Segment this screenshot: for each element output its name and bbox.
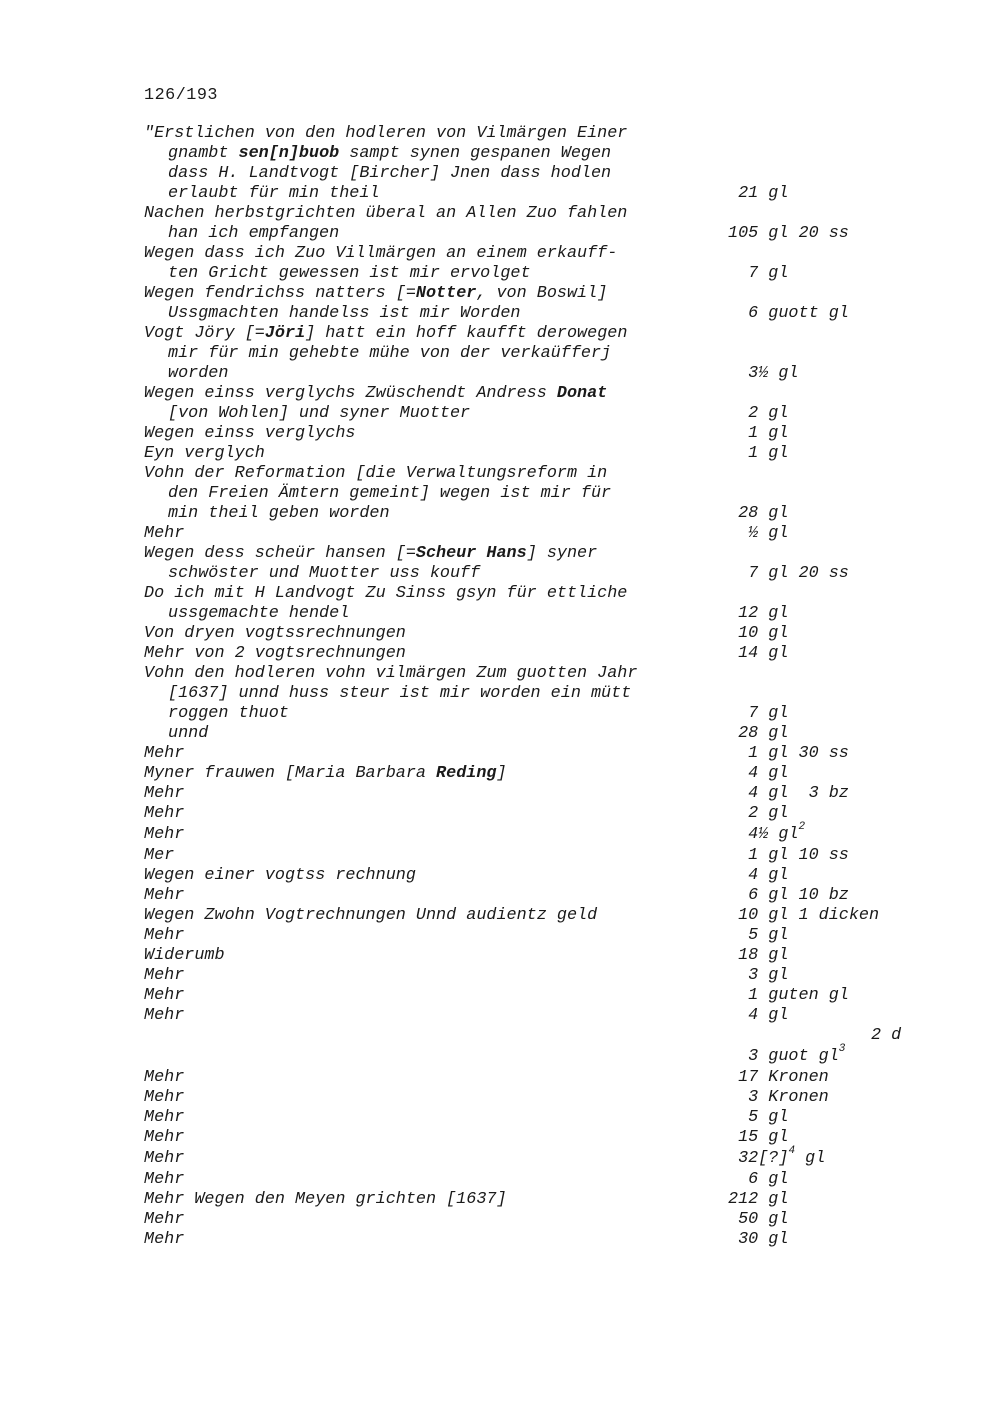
entry-description: Mehr — [144, 524, 185, 543]
ledger-line — [144, 1088, 944, 1108]
ledger-line — [144, 1210, 944, 1230]
description-text: gnambt — [168, 144, 239, 163]
description-text: Wegen fendrichss natters [= — [144, 284, 416, 303]
entry-amount — [728, 926, 958, 946]
amount-value: 3 Kronen — [728, 1088, 829, 1107]
amount-value: 7 gl 20 ss — [728, 564, 849, 583]
amount-value: 4 gl — [728, 866, 789, 885]
entry-amount — [728, 604, 958, 624]
entry-description: Do ich mit H Landvogt Zu Sinss gsyn für ettliche — [144, 584, 628, 603]
entry-description: Von dryen vogtssrechnungen — [144, 624, 406, 643]
entry-description: roggen thuot — [168, 704, 289, 723]
amount-value: 15 gl — [728, 1128, 789, 1147]
entry-description: Wegen Zwohn Vogtrechnungen Unnd audientz geld — [144, 906, 598, 925]
entry-description: Mehr — [144, 1170, 185, 1189]
ledger-line — [144, 424, 944, 444]
entry-description: Vohn den hodleren vohn vilmärgen Zum guotten Jahr — [144, 664, 638, 683]
entry-description: Mehr — [144, 886, 185, 905]
ledger-line — [144, 244, 944, 264]
ledger-line — [144, 684, 944, 704]
ledger-line — [144, 564, 944, 584]
entry-description: Wegen einer vogtss rechnung — [144, 866, 416, 885]
ledger-line — [144, 624, 944, 644]
entry-amount — [728, 846, 958, 866]
ledger-line — [144, 886, 944, 906]
amount-value: 3 guot gl — [728, 1047, 839, 1066]
entry-description: dass H. Landtvogt [Bircher] Jnen dass hodlen — [168, 164, 612, 183]
bold-name: Scheur Hans — [415, 544, 527, 563]
amount-value: 6 gl — [728, 1170, 789, 1189]
bold-name: Notter — [415, 284, 477, 303]
entry-description: den Freien Ämtern gemeint] wegen ist mir für — [168, 484, 612, 503]
footnote-marker: 3 — [838, 1043, 846, 1056]
entry-description — [144, 384, 607, 404]
bold-name: sen[n]buob — [238, 144, 340, 163]
amount-value: 7 gl — [728, 704, 789, 723]
description-text: ] — [496, 764, 507, 783]
entry-description: min theil geben worden — [168, 504, 390, 523]
ledger-line — [144, 1043, 944, 1068]
amount-value: 5 gl — [728, 1108, 789, 1127]
amount-value: 3 gl — [728, 966, 789, 985]
ledger-line — [144, 644, 944, 664]
entry-amount — [728, 644, 958, 664]
entry-description: Vohn der Reformation [die Verwaltungsreform in — [144, 464, 608, 483]
ledger-line — [144, 804, 944, 824]
entry-description: Wegen einss verglychs — [144, 424, 356, 443]
entry-description: Mehr — [144, 784, 185, 803]
description-text: ] hatt ein hoff kaufft derowegen — [305, 324, 628, 343]
entry-description — [144, 324, 627, 344]
ledger-line — [144, 1108, 944, 1128]
entry-amount — [728, 1145, 958, 1170]
amount-value: 1 gl 10 ss — [728, 846, 849, 865]
ledger-line — [144, 444, 944, 464]
amount-value: 5 gl — [728, 926, 789, 945]
entry-description: worden — [168, 364, 229, 383]
ledger-line — [144, 986, 944, 1006]
amount-value: 28 gl — [728, 724, 789, 743]
entry-description — [144, 144, 611, 164]
description-text: Wegen dess scheür hansen [= — [144, 544, 416, 563]
entry-description: Nachen herbstgrichten überal an Allen Zuo fahlen — [144, 204, 628, 223]
ledger-line — [144, 384, 944, 404]
bold-name: Donat — [556, 384, 608, 403]
amount-value: 2 gl — [728, 404, 789, 423]
ledger-line — [144, 821, 944, 846]
ledger-line — [144, 1145, 944, 1170]
amount-value: 21 gl — [728, 184, 789, 203]
bold-name: Jöri — [264, 324, 306, 343]
entry-amount — [728, 1068, 958, 1088]
ledger-line — [144, 946, 944, 966]
entry-amount — [728, 1190, 958, 1210]
entry-description: [von Wohlen] und syner Muotter — [168, 404, 471, 423]
entry-description: Mehr — [144, 744, 185, 763]
entry-amount — [728, 866, 958, 886]
ledger-line — [144, 744, 944, 764]
entry-amount — [728, 304, 958, 324]
entry-amount — [728, 624, 958, 644]
entry-description: Mehr — [144, 825, 185, 844]
ledger-line — [144, 846, 944, 866]
amount-value: 2 gl — [728, 804, 789, 823]
ledger-line — [144, 364, 944, 384]
amount-value: 3½ gl — [728, 364, 799, 383]
entry-amount — [728, 364, 958, 384]
amount-value: 10 gl — [728, 624, 789, 643]
amount-value: ½ gl — [728, 524, 789, 543]
entry-description: Eyn verglych — [144, 444, 265, 463]
ledger-line — [144, 704, 944, 724]
entry-amount — [728, 524, 958, 544]
entry-description: [1637] unnd huss steur ist mir worden ein mütt — [168, 684, 632, 703]
entry-amount — [728, 184, 958, 204]
ledger-line — [144, 464, 944, 484]
description-text: Wegen einss verglychs Zwüschendt Andress — [144, 384, 557, 403]
entry-amount — [728, 504, 958, 524]
amount-value: 10 gl 1 dicken — [728, 906, 880, 925]
amount-value: 1 gl — [728, 424, 789, 443]
entry-description: unnd — [168, 724, 209, 743]
entry-description — [144, 764, 507, 784]
marginal-note: 2 d — [871, 1026, 902, 1045]
entry-description: "Erstlichen von den hodleren von Vilmärgen Einer — [144, 124, 628, 143]
ledger-line — [144, 604, 944, 624]
amount-value: 7 gl — [728, 264, 789, 283]
ledger-line — [144, 144, 944, 164]
amount-value: 28 gl — [728, 504, 789, 523]
entry-description: Mehr — [144, 1149, 185, 1168]
entry-amount — [728, 906, 958, 926]
entry-description — [144, 284, 607, 304]
ledger-line — [144, 524, 944, 544]
entry-amount — [728, 1210, 958, 1230]
entry-amount — [728, 744, 958, 764]
amount-value: 30 gl — [728, 1230, 789, 1249]
ledger-line — [144, 1128, 944, 1148]
ledger-line — [144, 224, 944, 244]
ledger-line — [144, 164, 944, 184]
ledger-line — [144, 184, 944, 204]
entry-amount — [728, 564, 958, 584]
ledger-line — [144, 204, 944, 224]
amount-value: 32[?] — [728, 1149, 789, 1168]
footnote-marker: 4 — [788, 1145, 796, 1158]
ledger-line — [144, 1068, 944, 1088]
entry-description — [144, 544, 597, 564]
entry-description: Mehr — [144, 804, 185, 823]
amount-value: 17 Kronen — [728, 1068, 829, 1087]
entry-amount — [728, 886, 958, 906]
ledger-line — [144, 124, 944, 144]
bold-name: Reding — [436, 764, 497, 783]
description-text: , von Boswil] — [476, 284, 608, 303]
ledger-line — [144, 324, 944, 344]
amount-value: 1 gl — [728, 444, 789, 463]
ledger-line — [144, 1006, 944, 1026]
ledger-line — [144, 344, 944, 364]
entry-description: Mer — [144, 846, 175, 865]
entry-description: Mehr Wegen den Meyen grichten [1637] — [144, 1190, 507, 1209]
entry-description: ussgemachte hendel — [168, 604, 350, 623]
amount-value: 4½ gl — [728, 825, 799, 844]
entry-description: Mehr — [144, 926, 185, 945]
entry-amount — [728, 444, 958, 464]
entry-description: Mehr — [144, 1128, 185, 1147]
ledger-line — [144, 404, 944, 424]
description-text: Vogt Jöry [= — [144, 324, 265, 343]
entry-description: Mehr — [144, 1230, 185, 1249]
entry-description: Mehr — [144, 1068, 185, 1087]
entry-amount — [728, 784, 958, 804]
entry-amount — [728, 821, 958, 846]
entry-description: Mehr — [144, 986, 185, 1005]
ledger-line — [144, 1230, 944, 1250]
ledger-line — [144, 724, 944, 744]
ledger-line — [144, 906, 944, 926]
ledger-line — [144, 866, 944, 886]
ledger-line — [144, 966, 944, 986]
entry-amount — [728, 764, 958, 784]
ledger-line — [144, 764, 944, 784]
entry-amount — [728, 424, 958, 444]
ledger-entries — [144, 124, 944, 1250]
entry-description: han ich empfangen — [168, 224, 340, 243]
amount-value: 4 gl — [728, 1006, 789, 1025]
entry-description: schwöster und Muotter uss kouff — [168, 564, 481, 583]
entry-amount — [728, 1128, 958, 1148]
entry-description: Wegen dass ich Zuo Villmärgen an einem erkauff- — [144, 244, 618, 263]
amount-value: 6 guott gl — [728, 304, 849, 323]
description-text: sampt synen gespanen Wegen — [339, 144, 612, 163]
entry-description: Mehr — [144, 1006, 185, 1025]
ledger-line — [144, 484, 944, 504]
amount-value: 4 gl 3 bz — [728, 784, 849, 803]
amount-value: 1 gl 30 ss — [728, 744, 849, 763]
entry-amount — [728, 224, 958, 244]
ledger-line — [144, 926, 944, 946]
entry-amount — [728, 264, 958, 284]
ledger-line — [144, 1190, 944, 1210]
entry-amount — [728, 404, 958, 424]
entry-description: Ussgmachten handelss ist mir Worden — [168, 304, 521, 323]
amount-value: 50 gl — [728, 1210, 789, 1229]
entry-description: ten Gricht gewessen ist mir ervolget — [168, 264, 531, 283]
amount-value: 212 gl — [728, 1190, 789, 1209]
entry-amount — [728, 986, 958, 1006]
ledger-line — [144, 1026, 944, 1046]
entry-amount — [728, 1006, 958, 1026]
amount-value: 18 gl — [728, 946, 789, 965]
ledger-line — [144, 284, 944, 304]
ledger-line — [144, 544, 944, 564]
entry-description: Mehr — [144, 1088, 185, 1107]
amount-value: 6 gl 10 bz — [728, 886, 849, 905]
ledger-line — [144, 264, 944, 284]
entry-amount — [728, 966, 958, 986]
entry-amount — [728, 1088, 958, 1108]
entry-description: Mehr von 2 vogtsrechnungen — [144, 644, 406, 663]
amount-unit: gl — [795, 1149, 826, 1168]
entry-amount — [728, 704, 958, 724]
entry-amount — [728, 946, 958, 966]
description-text: Myner frauwen [Maria Barbara — [144, 764, 437, 783]
ledger-line — [144, 784, 944, 804]
entry-description: erlaubt für min theil — [168, 184, 380, 203]
description-text: ] syner — [526, 544, 598, 563]
entry-amount — [728, 1108, 958, 1128]
ledger-line — [144, 1170, 944, 1190]
entry-description: mir für min gehebte mühe von der verkaüfferj — [168, 344, 612, 363]
ledger-line — [144, 304, 944, 324]
entry-amount — [728, 1230, 958, 1250]
amount-value: 105 gl 20 ss — [728, 224, 849, 243]
entry-description: Mehr — [144, 966, 185, 985]
entry-amount — [728, 1043, 958, 1068]
page-number: 126/193 — [144, 86, 218, 105]
amount-value: 1 guten gl — [728, 986, 849, 1005]
amount-value: 12 gl — [728, 604, 789, 623]
entry-amount — [728, 804, 958, 824]
entry-description: Widerumb — [144, 946, 225, 965]
amount-value: 14 gl — [728, 644, 789, 663]
ledger-line — [144, 664, 944, 684]
footnote-marker: 2 — [798, 821, 806, 834]
entry-description: Mehr — [144, 1108, 185, 1127]
ledger-line — [144, 504, 944, 524]
ledger-line — [144, 584, 944, 604]
entry-amount — [728, 1170, 958, 1190]
amount-value: 4 gl — [728, 764, 789, 783]
entry-amount — [728, 724, 958, 744]
entry-description: Mehr — [144, 1210, 185, 1229]
